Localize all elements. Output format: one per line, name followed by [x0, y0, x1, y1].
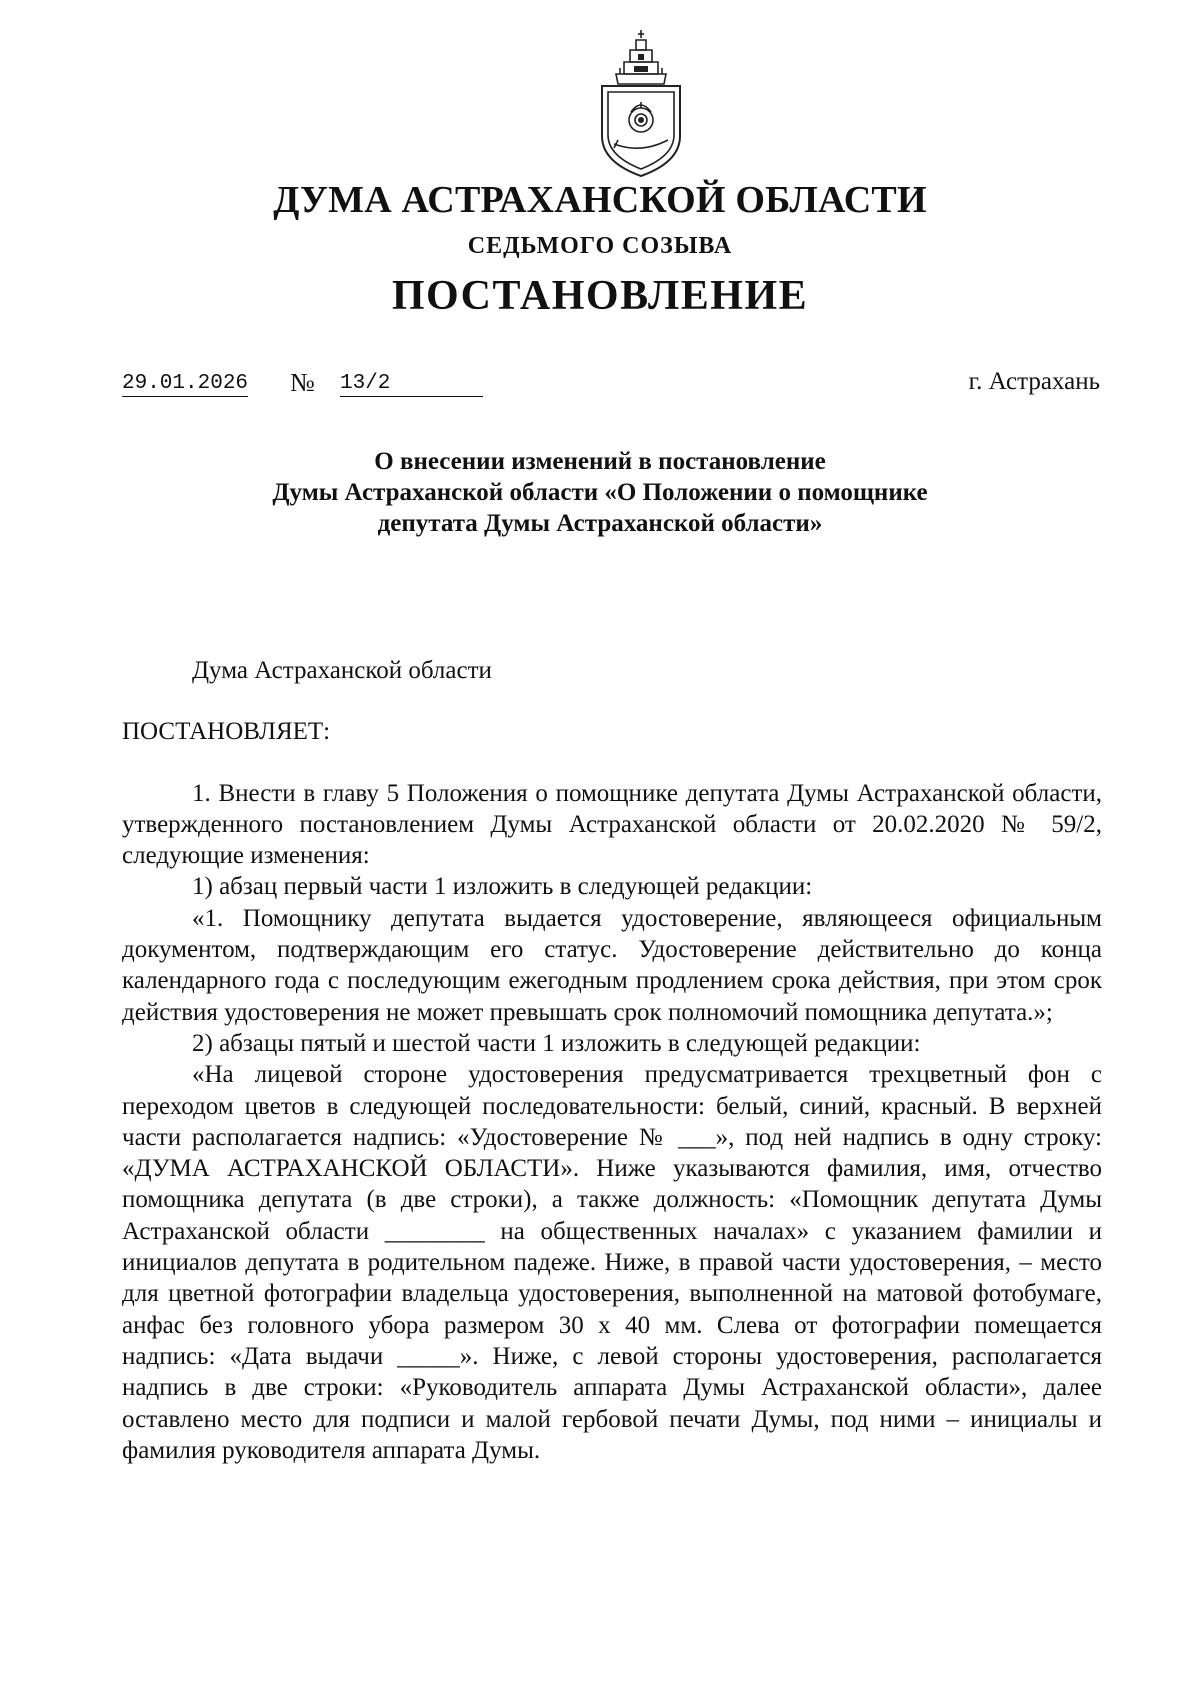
- number-sign: №: [290, 368, 315, 397]
- subject-line: депутата Думы Астраханской области»: [377, 510, 823, 537]
- document-type-heading: ПОСТАНОВЛЕНИЕ: [391, 273, 809, 319]
- document-number: 13/2: [340, 372, 483, 397]
- document-meta-row: [122, 368, 1100, 406]
- document-date: 29.01.2026: [122, 372, 249, 395]
- body-paragraph: 2) абзацы пятый и шестой части 1 изложить в следующей редакции:: [192, 1029, 921, 1057]
- document-city: г. Астрахань: [968, 368, 1100, 395]
- org-title: ДУМА АСТРАХАНСКОЙ ОБЛАСТИ: [273, 179, 927, 221]
- document-body: [122, 655, 1102, 1466]
- subject-line: Думы Астраханской области «О Положении о помощнике: [272, 479, 928, 506]
- document-subject: [0, 446, 1200, 539]
- subject-line: О внесении изменений в постановление: [374, 448, 826, 475]
- resolves-heading: ПОСТАНОВЛЯЕТ:: [122, 718, 331, 746]
- body-paragraph: 1. Внести в главу 5 Положения о помощнике депутата Думы Астраханской области, утвержденного постановлением Думы Астраханской области от 20.02.2020 № 59/2, следующие изменения:: [122, 779, 1102, 870]
- coat-of-arms-emblem: [594, 28, 688, 180]
- body-paragraph: «1. Помощнику депутата выдается удостоверение, являющееся официальным документом, подтверждающим его статус. Удостоверение действительно до конца календарного года с последующим ежегодным продлением срока действия, при этом срок действия удостоверения не может превышать срок полномочий помощника депутата.»;: [122, 904, 1102, 1026]
- issuer-line: Дума Астраханской области: [192, 657, 492, 684]
- body-paragraph: 1) абзац первый части 1 изложить в следующей редакции:: [192, 873, 813, 901]
- convocation-subtitle: СЕДЬМОГО СОЗЫВА: [467, 233, 733, 259]
- body-paragraph: «На лицевой стороне удостоверения предусматривается трехцветный фон с переходом цветов в следующей последовательности: белый, синий, красный. В верхней части располагается надпись: «Удостоверение № ___», под ней надпись в одну строку: «ДУМА АСТРАХАНСКОЙ ОБЛАСТИ». Ниже указываются фамилия, имя, отчество помощника депутата (в две строки), а также должность: «Помощник депутата Думы Астраханской области ________ на общественных началах» с указанием фамилии и инициалов депутата в родительном падеже. Ниже, в правой части удостоверения, – место для цветной фотографии владельца удостоверения, выполненной на матовой фотобумаге, анфас без головного убора размером 30 х 40 мм. Слева от фотографии помещается надпись: «Дата выдачи _____». Ниже, с левой стороны удостоверения, располагается надпись в две строки: «Руководитель аппарата Думы Астраханской области», далее оставлено место для подписи и малой гербовой печати Думы, под ними – инициалы и фамилия руководителя аппарата Думы.: [122, 1061, 1102, 1464]
